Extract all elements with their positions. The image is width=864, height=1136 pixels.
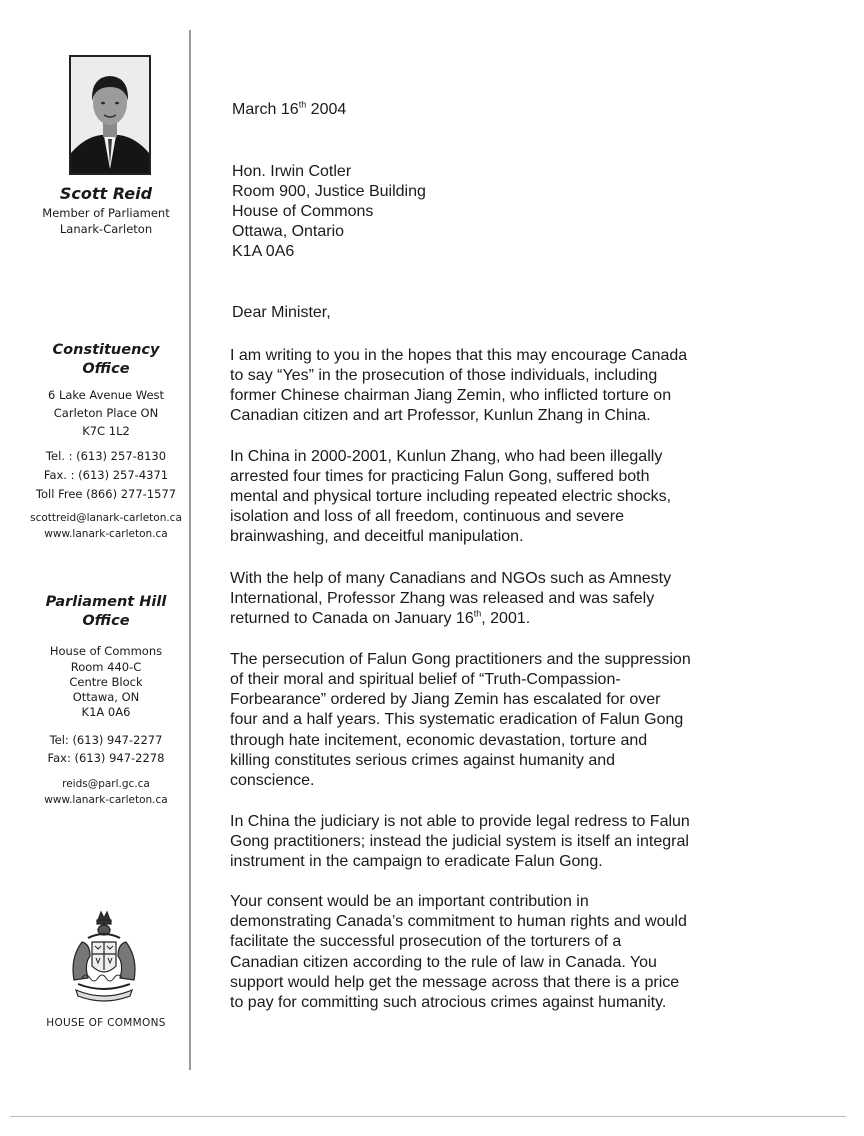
constituency-email-link[interactable]: scottreid@lanark-carleton.ca — [30, 512, 182, 524]
paragraph-line: four and a half years. This systematic eradication of Falun Gong — [230, 711, 684, 728]
hill-address-line: Ottawa, ON — [72, 690, 140, 704]
hill-address-line: Room 440-C — [70, 660, 142, 674]
salutation: Dear Minister, — [232, 304, 331, 321]
paragraph-line: conscience. — [230, 772, 315, 789]
mp-portrait-photo — [69, 55, 151, 175]
hill-website-link[interactable]: www.lanark-carleton.ca — [44, 794, 168, 806]
hill-address-line: House of Commons — [49, 644, 163, 658]
hill-address-line: Centre Block — [69, 675, 143, 689]
paragraph-line: support would help get the message across that there is a price — [230, 974, 680, 991]
paragraph-line: arrested four times for practicing Falun Gong, suffered both — [230, 468, 650, 485]
paragraph-line: I am writing to you in the hopes that this may encourage Canada — [230, 347, 688, 364]
house-of-commons-label: HOUSE OF COMMONS — [46, 1017, 166, 1029]
paragraph-line: Canadian citizen according to the rule of law in Canada. You — [230, 954, 657, 971]
hill-office-heading-2: Office — [82, 613, 130, 629]
constituency-website-link[interactable]: www.lanark-carleton.ca — [44, 528, 168, 540]
paragraph-line: mental and physical torture including repeated electric shocks, — [230, 488, 672, 505]
paragraph-line: The persecution of Falun Gong practitioners and the suppression — [230, 651, 691, 668]
paragraph-line: Forbearance” ordered by Jiang Zemin has escalated for over — [230, 691, 661, 708]
constituency-office-heading: Constituency — [52, 342, 160, 358]
paragraph-line: International, Professor Zhang was released and was safely — [230, 590, 655, 607]
letter-date: March 16th 2004 — [232, 99, 347, 118]
paragraph-line: killing constitutes serious crimes against humanity and — [230, 752, 616, 769]
constituency-tel: Tel. : (613) 257-8130 — [45, 449, 167, 463]
hill-address-line: K1A 0A6 — [81, 705, 131, 719]
constituency-address-line: Carleton Place ON — [53, 406, 159, 420]
paragraph-line: Your consent would be an important contribution in — [230, 893, 589, 910]
hill-tel: Tel: (613) 947-2277 — [49, 733, 163, 747]
sidebar-divider — [189, 30, 191, 1070]
hill-fax: Fax: (613) 947-2278 — [47, 751, 165, 765]
hill-email-link[interactable]: reids@parl.gc.ca — [62, 778, 150, 790]
paragraph-line: facilitate the successful prosecution of the torturers of a — [230, 933, 622, 950]
paragraph-line: Canadian citizen and art Professor, Kunlun Zhang in China. — [230, 407, 651, 424]
hill-office-heading: Parliament Hill — [45, 594, 167, 610]
paragraph-line: isolation and loss of all freedom, continuous and severe — [230, 508, 625, 525]
paragraph-line: former Chinese chairman Jiang Zemin, who inflicted torture on — [230, 387, 672, 404]
paragraph-line: In China the judiciary is not able to provide legal redress to Falun — [230, 813, 690, 830]
paragraph-line: through hate incitement, economic devastation, torture and — [230, 732, 648, 749]
paragraph-line: to pay for committing such atrocious crimes against humanity. — [230, 994, 667, 1011]
recipient-line: Room 900, Justice Building — [232, 183, 426, 200]
constituency-address-line: 6 Lake Avenue West — [47, 388, 165, 402]
paragraph-line: With the help of many Canadians and NGOs such as Amnesty — [230, 570, 672, 587]
constituency-toll-free: Toll Free (866) 277-1577 — [35, 487, 177, 501]
constituency-address-line: K7C 1L2 — [82, 424, 130, 438]
paragraph-line: of their moral and spiritual belief of “Truth-Compassion- — [230, 671, 621, 688]
recipient-line: K1A 0A6 — [232, 243, 295, 260]
recipient-line: House of Commons — [232, 203, 374, 220]
coat-of-arms-icon — [68, 908, 140, 1008]
recipient-line: Ottawa, Ontario — [232, 223, 345, 240]
paragraph-line: Gong practitioners; instead the judicial system is itself an integral — [230, 833, 689, 850]
constituency-office-heading-2: Office — [82, 361, 130, 377]
mp-name: Scott Reid — [59, 184, 153, 203]
scan-edge-line — [10, 1116, 846, 1117]
paragraph-line: demonstrating Canada’s commitment to human rights and would — [230, 913, 687, 930]
mp-title: Member of Parliament — [42, 206, 170, 220]
paragraph-line: In China in 2000-2001, Kunlun Zhang, who had been illegally — [230, 448, 663, 465]
mp-riding: Lanark-Carleton — [59, 222, 153, 236]
recipient-line: Hon. Irwin Cotler — [232, 163, 352, 180]
paragraph-line: to say “Yes” in the prosecution of those individuals, including — [230, 367, 658, 384]
constituency-fax: Fax. : (613) 257-4371 — [43, 468, 169, 482]
letterhead-sidebar — [20, 0, 192, 1075]
paragraph-line: instrument in the campaign to eradicate Falun Gong. — [230, 853, 603, 870]
paragraph-line: brainwashing, and deceitful manipulation. — [230, 528, 524, 545]
paragraph-line: returned to Canada on January 16th, 2001. — [230, 608, 531, 627]
